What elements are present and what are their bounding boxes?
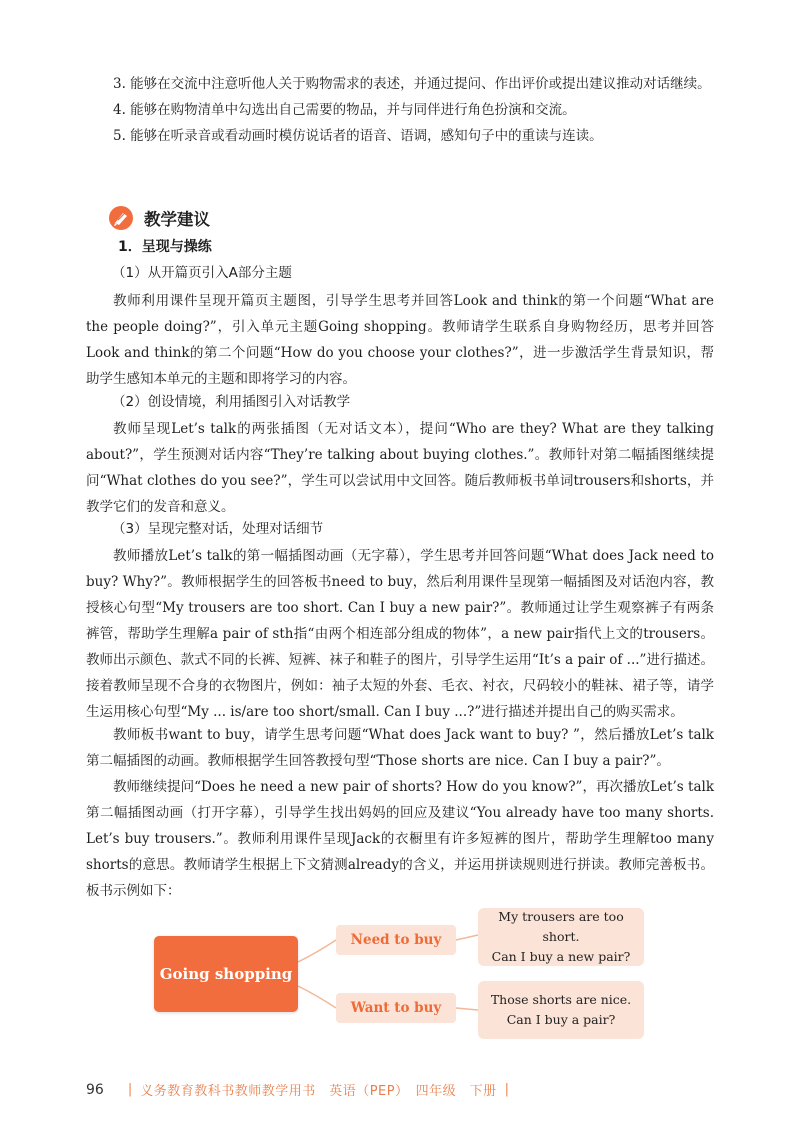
section-title: 教学建议 — [144, 210, 210, 229]
bubble-line: My trousers are too short. — [498, 909, 624, 944]
bubble-line: Those shorts are nice. — [490, 992, 632, 1007]
step-heading: （2）创设情境，利用插图引入对话教学 — [112, 394, 351, 410]
page-number: 96 — [86, 1081, 104, 1098]
step-heading: （3）呈现完整对话，处理对话细节 — [112, 521, 324, 537]
objective-item: 5. 能够在听录音或看动画时模仿说话者的语音、语调，感知句子中的重读与连读。 — [113, 128, 603, 144]
divider: | — [504, 1082, 510, 1097]
subsection-title: 1．呈现与操练 — [118, 239, 212, 255]
paragraph: 教师利用课件呈现开篇页主题图，引导学生思考并回答Look and think的第一个问题“What are the people doing?”，引入单元主题Going shopping。教师请学生联系自身购物经历，思考并回答Look and think的第二个问题“How do you choose your clothes?”，进一步激活学生背景知识，帮助学生感知本单元的主题和即将学习的内容。 — [86, 293, 714, 387]
objective-item: 3. 能够在交流中注意听他人关于购物需求的表述，并通过提问、作出评价或提出建议推动对话继续。 — [113, 76, 711, 92]
board-center: Going shopping — [154, 936, 298, 1012]
page-footer — [86, 1080, 517, 1099]
paragraph: 教师板书want to buy，请学生思考问题“What does Jack want to buy? ”，然后播放Let’s talk第二幅插图的动画。教师根据学生回答教授句型“Those shorts are nice. Can I buy a pair?”。 — [86, 727, 714, 769]
objective-item: 4. 能够在购物清单中勾选出自己需要的物品，并与同伴进行角色扮演和交流。 — [113, 102, 576, 118]
paragraph: 教师呈现Let’s talk的两张插图（无对话文本），提问“Who are they? What are they talking about?”，学生预测对话内容“They’re talking about buying clothes.”。教师针对第二幅插图继续提问“What clothes do you see?”，学生可以尝试用中文回答。随后教师板书单词trousers和shorts，并教学它们的发音和意义。 — [86, 421, 714, 515]
step-heading: （1）从开篇页引入A部分主题 — [112, 265, 292, 281]
divider: | — [127, 1082, 133, 1097]
bubble-line: Can I buy a pair? — [506, 1012, 616, 1027]
sentence-bubble — [478, 981, 644, 1039]
paragraph: 教师继续提问“Does he need a new pair of shorts? How do you know?”，再次播放Let’s talk第二幅插图动画（打开字幕），引导学生找出妈妈的回应及建议“You already have too many shorts. Let’s buy trousers.”。教师利用课件呈现Jack的衣橱里有许多短裤的图片，帮助学生理解too many shorts的意思。教师请学生根据上下文猜测already的含义，并运用拼读规则进行拼读。教师完善板书。板书示例如下： — [86, 779, 714, 899]
branch-need-to-buy: Need to buy — [336, 925, 456, 955]
branch-want-to-buy: Want to buy — [336, 993, 456, 1023]
paragraph: 教师播放Let’s talk的第一幅插图动画（无字幕），学生思考并回答问题“What does Jack need to buy? Why?”。教师根据学生的回答板书need to buy，然后利用课件呈现第一幅插图及对话泡内容，教授核心句型“My trousers are too short. Can I buy a new pair?”。教师通过让学生观察裤子有两条裤管，帮助学生理解a pair of sth指“由两个相连部分组成的物体”，a new pair指代上文的trousers。教师出示颜色、款式不同的长裤、短裤、袜子和鞋子的图片，引导学生运用“It’s a pair of ...”进行描述。接着教师呈现不合身的衣物图片，例如：袖子太短的外套、毛衣、衬衣，尺码较小的鞋袜、裙子等，请学生运用核心句型“My ... is/are too short/small. Can I buy ...?”进行描述并提出自己的购买需求。 — [86, 548, 714, 720]
book-title: 义务教育教科书教师教学用书 英语（PEP） 四年级 下册 — [140, 1084, 497, 1099]
sentence-bubble — [478, 908, 644, 966]
bubble-line: Can I buy a new pair? — [491, 949, 631, 964]
